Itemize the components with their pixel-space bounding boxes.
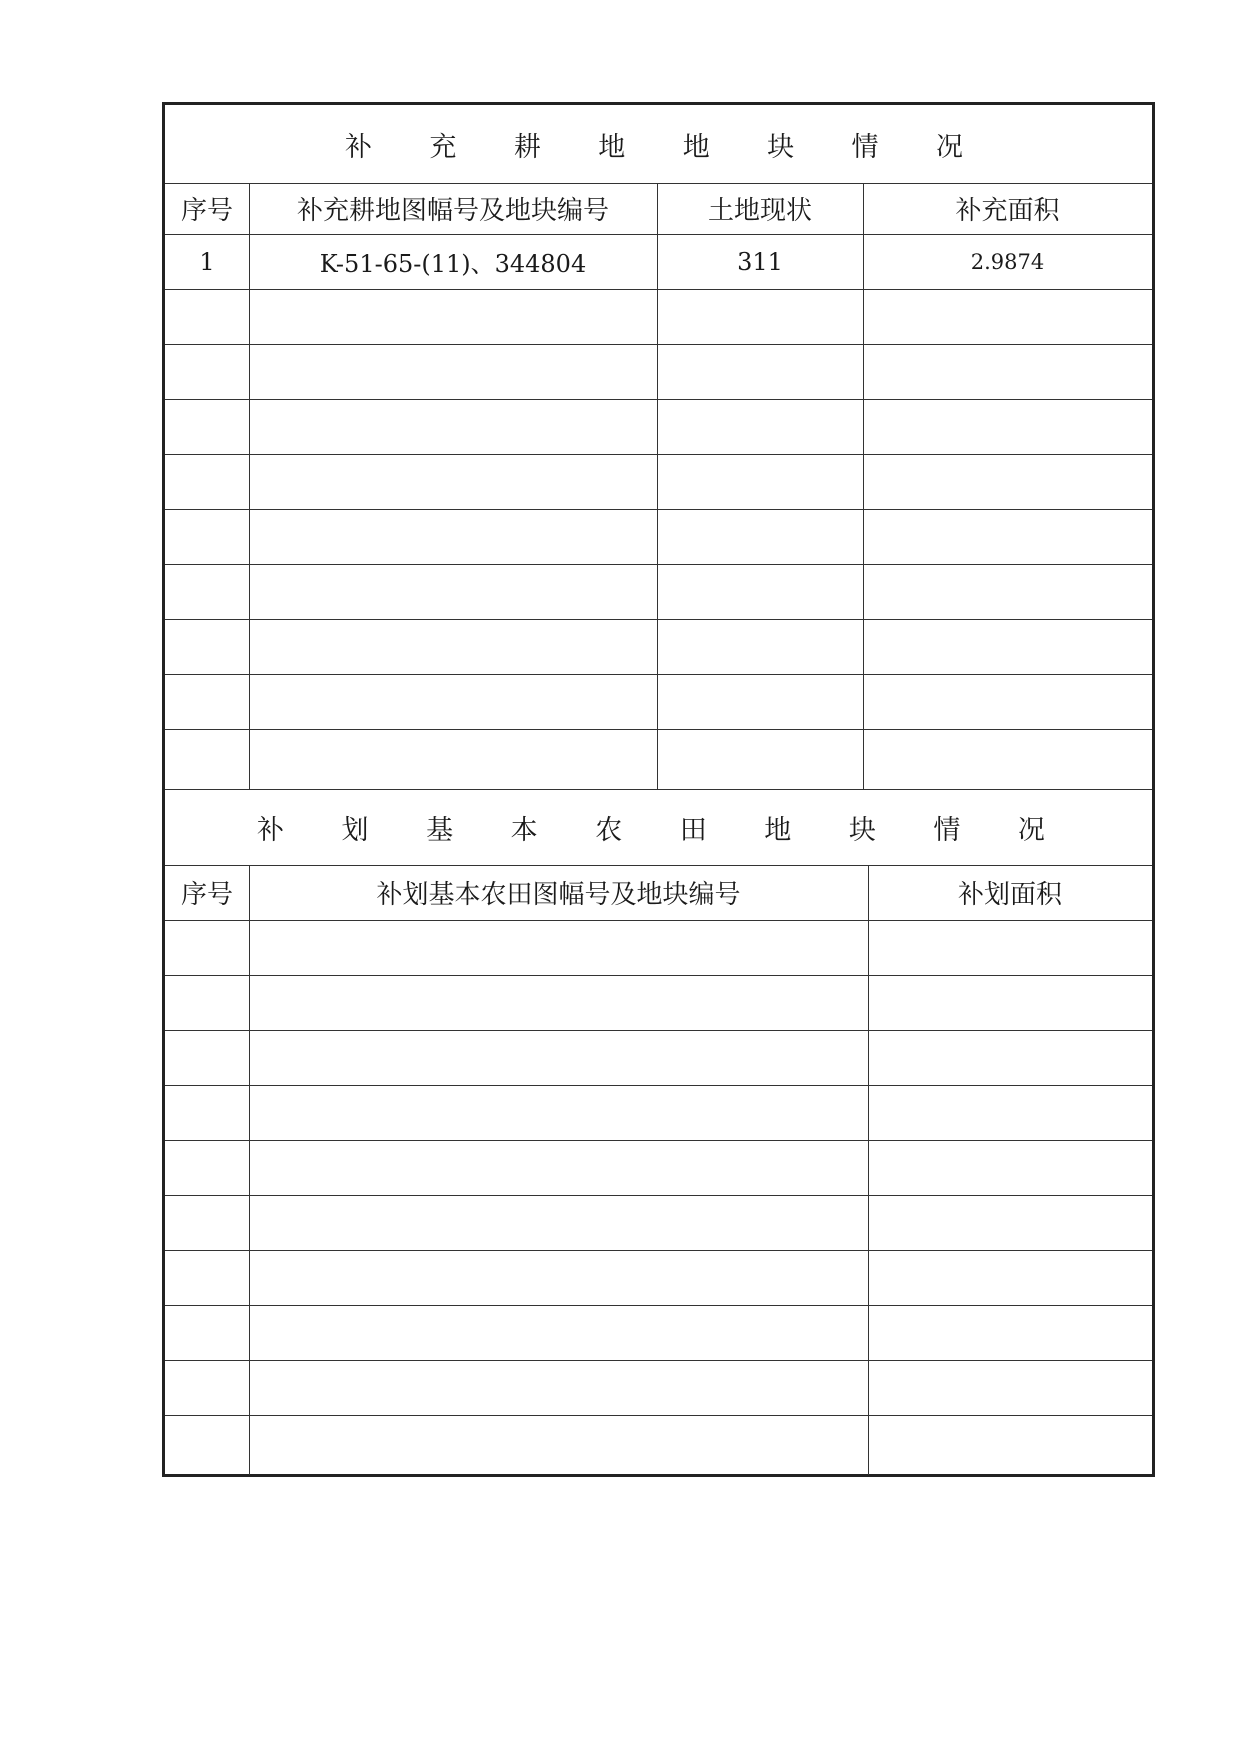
table-rule <box>165 1415 1152 1416</box>
title-char: 况 <box>935 131 963 163</box>
title-char: 地 <box>682 131 710 163</box>
header-serial-no: 序号 <box>180 196 233 226</box>
column-rule <box>249 865 250 1475</box>
title-char: 况 <box>1017 814 1045 846</box>
table-rule <box>165 1140 1152 1141</box>
table-rule <box>165 1030 1152 1031</box>
title-char: 地 <box>598 131 626 163</box>
table-rule <box>165 920 1152 921</box>
table-rule <box>165 674 1152 675</box>
title-char: 情 <box>933 814 961 846</box>
supplementary-farmland-title <box>345 105 963 183</box>
title-char: 块 <box>767 131 795 163</box>
table-rule <box>165 454 1152 455</box>
title-char: 田 <box>679 814 707 846</box>
table-rule <box>165 1085 1152 1086</box>
title-char: 补 <box>345 131 372 163</box>
title-char: 农 <box>595 814 623 846</box>
land-plot-form <box>162 102 1155 1477</box>
title-char: 地 <box>764 814 792 846</box>
basic-farmland-title <box>257 789 1045 865</box>
title-char: 补 <box>257 814 284 846</box>
header-plot-id: 补充耕地图幅号及地块编号 <box>296 196 609 226</box>
header-land-status: 土地现状 <box>707 196 812 226</box>
table-rule <box>165 344 1152 345</box>
header-area: 补充面积 <box>955 196 1060 226</box>
header-serial-no: 序号 <box>180 880 233 910</box>
table-rule <box>165 289 1152 290</box>
table-rule <box>165 729 1152 730</box>
row-serial-no: 1 <box>199 247 215 276</box>
row-plot-id: K-51-65-(11)、344804 <box>319 250 587 278</box>
table-rule <box>165 1195 1152 1196</box>
column-rule <box>868 865 869 1475</box>
table-rule <box>165 975 1152 976</box>
table-rule <box>165 399 1152 400</box>
title-char: 本 <box>510 814 538 846</box>
title-char: 耕 <box>513 131 541 163</box>
header-area: 补划面积 <box>957 880 1062 910</box>
table-rule <box>165 619 1152 620</box>
table-rule <box>165 564 1152 565</box>
table-rule <box>165 1360 1152 1361</box>
row-land-status: 311 <box>737 247 783 276</box>
table-rule <box>165 509 1152 510</box>
title-char: 块 <box>848 814 876 846</box>
title-char: 基 <box>426 814 454 846</box>
title-char: 划 <box>341 814 369 846</box>
header-plot-id: 补划基本农田图幅号及地块编号 <box>376 880 741 910</box>
title-char: 充 <box>429 131 457 163</box>
table-rule <box>165 1250 1152 1251</box>
row-area: 2.9874 <box>970 249 1045 274</box>
table-rule <box>165 1305 1152 1306</box>
title-char: 情 <box>851 131 879 163</box>
